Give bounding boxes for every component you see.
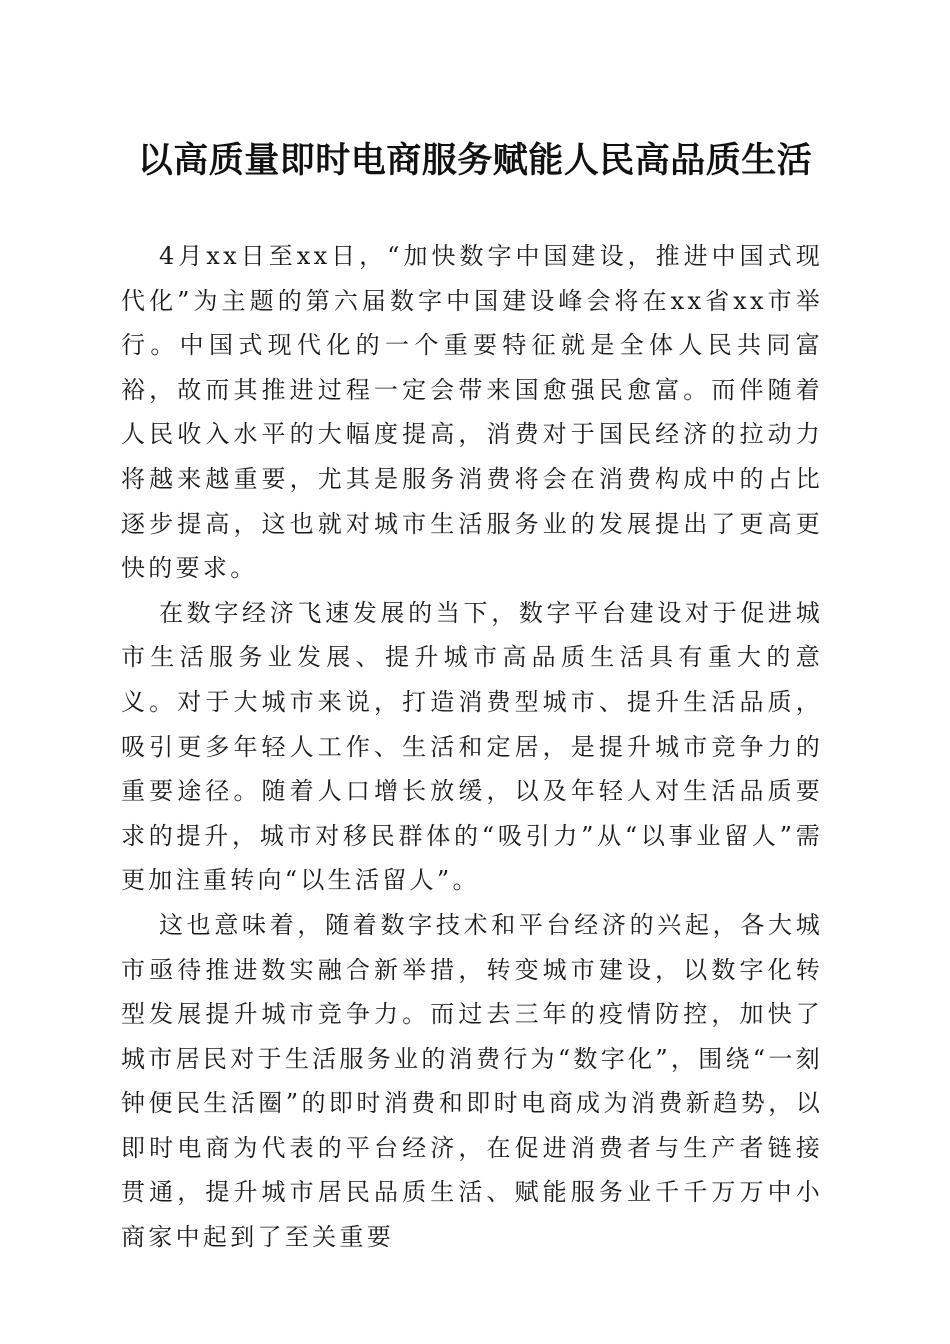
document-title: 以高质量即时电商服务赋能人民高品质生活	[137, 140, 813, 181]
document-body	[121, 234, 823, 1260]
paragraph-2: 在数字经济飞速发展的当下，数字平台建设对于促进城市生活服务业发展、提升城市高品质生活具有重大的意义。对于大城市来说，打造消费型城市、提升生活品质，吸引更多年轻人工作、生活和定居，是提升城市竞争力的重要途径。随着人口增长放缓，以及年轻人对生活品质要求的提升，城市对移民群体的“吸引力”从“以事业留人”需更加注重转向“以生活留人”。	[121, 598, 823, 895]
paragraph-1: 4月xx日至xx日，“加快数字中国建设，推进中国式现代化”为主题的第六届数字中国建设峰会将在xx省xx市举行。中国式现代化的一个重要特征就是全体人民共同富裕，故而其推进过程一定会带来国愈强民愈富。而伴随着人民收入水平的大幅度提高，消费对于国民经济的拉动力将越来越重要，尤其是服务消费将会在消费构成中的占比逐步提高，这也就对城市生活服务业的发展提出了更高更快的要求。	[121, 242, 823, 583]
paragraph-3: 这也意味着，随着数字技术和平台经济的兴起，各大城市亟待推进数实融合新举措，转变城市建设，以数字化转型发展提升城市竞争力。而过去三年的疫情防控，加快了城市居民对于生活服务业的消费行为“数字化”，围绕“一刻钟便民生活圈”的即时消费和即时电商成为消费新趋势，以即时电商为代表的平台经济，在促进消费者与生产者链接贯通，提升城市居民品质生活、赋能服务业千千万万中小商家中起到了至关重要	[121, 910, 823, 1252]
